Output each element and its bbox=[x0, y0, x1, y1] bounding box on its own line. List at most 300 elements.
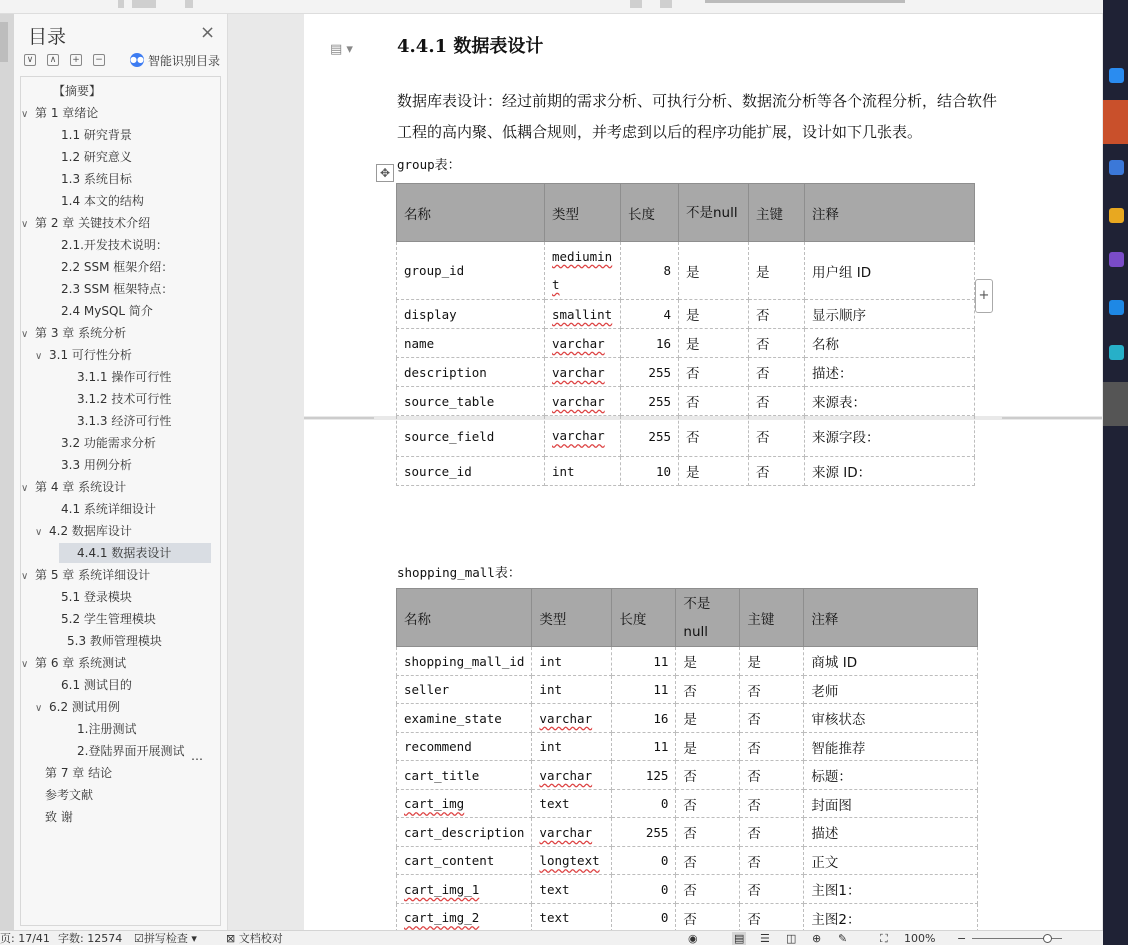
table-cell[interactable] bbox=[804, 818, 978, 847]
table-cell[interactable] bbox=[740, 704, 804, 733]
table-cell[interactable] bbox=[676, 847, 740, 875]
app-icon[interactable] bbox=[1109, 252, 1124, 267]
table-caption: group表： bbox=[397, 157, 461, 173]
add-column-button[interactable]: + bbox=[975, 279, 993, 313]
column-header: 长度 bbox=[621, 184, 679, 242]
ribbon-remnant bbox=[0, 0, 1103, 14]
table-cell[interactable] bbox=[545, 387, 621, 416]
table-cell[interactable] bbox=[804, 875, 978, 904]
table-cell[interactable] bbox=[749, 457, 805, 486]
table-cell[interactable] bbox=[612, 875, 676, 904]
toc-item[interactable] bbox=[35, 697, 120, 717]
toc-item-label: 第 6 章 系统测试 bbox=[35, 656, 127, 670]
table-cell[interactable] bbox=[397, 847, 532, 875]
spellcheck-label: 拼写检查 bbox=[143, 932, 188, 945]
cell-text: 显示顺序 bbox=[812, 308, 866, 324]
table-cell[interactable] bbox=[749, 387, 805, 416]
proofread-label: 文档校对 bbox=[238, 932, 283, 945]
app-icon[interactable] bbox=[1109, 345, 1124, 360]
table-cell[interactable] bbox=[397, 416, 545, 457]
app-icon[interactable] bbox=[1109, 68, 1124, 83]
toc-item[interactable] bbox=[61, 125, 132, 145]
move-table-icon[interactable]: ✥ bbox=[376, 164, 394, 182]
table-cell[interactable] bbox=[621, 329, 679, 358]
cell-text: 是 bbox=[683, 712, 697, 728]
table-row bbox=[397, 329, 975, 358]
table-cell[interactable] bbox=[532, 761, 612, 790]
expand-icon[interactable]: ∨ bbox=[24, 54, 36, 66]
table-cell[interactable] bbox=[740, 847, 804, 875]
table-cell[interactable] bbox=[749, 358, 805, 387]
table-cell[interactable] bbox=[612, 676, 676, 704]
table-cell[interactable] bbox=[397, 790, 532, 818]
eye-icon[interactable]: ◉ bbox=[688, 932, 698, 945]
toc-item[interactable] bbox=[77, 389, 171, 409]
table-cell[interactable] bbox=[740, 904, 804, 932]
table-cell[interactable] bbox=[621, 416, 679, 457]
table-cell[interactable] bbox=[804, 904, 978, 932]
toc-item[interactable] bbox=[61, 675, 132, 695]
toc-item[interactable] bbox=[53, 81, 101, 101]
cell-text: 否 bbox=[747, 883, 761, 899]
table-cell[interactable] bbox=[612, 647, 676, 676]
body-paragraph: 数据库表设计：经过前期的需求分析、可执行分析、数据流分析等各个流程分析，结合软件工程的高内聚、低耦合规则，并考虑到以后的程序功能扩展，设计如下几张表。 bbox=[397, 92, 998, 141]
table-cell[interactable] bbox=[804, 847, 978, 875]
table-cell[interactable] bbox=[679, 387, 749, 416]
cell-text: 否 bbox=[686, 430, 700, 446]
table-cell[interactable] bbox=[805, 300, 975, 329]
shopping-mall-table bbox=[396, 588, 978, 932]
table-cell[interactable] bbox=[397, 358, 545, 387]
table-cell[interactable] bbox=[397, 676, 532, 704]
toc-item[interactable] bbox=[21, 477, 126, 497]
pen-icon[interactable]: ✎ bbox=[838, 932, 848, 945]
table-cell[interactable] bbox=[679, 300, 749, 329]
toc-item-label: 【摘要】 bbox=[53, 84, 102, 98]
cell-text: 255 bbox=[648, 393, 671, 409]
cell-text: 否 bbox=[747, 683, 761, 700]
table-cell[interactable] bbox=[676, 904, 740, 932]
table-cell[interactable] bbox=[397, 329, 545, 358]
table-cell[interactable] bbox=[397, 647, 532, 676]
table-cell[interactable] bbox=[676, 790, 740, 818]
cell-text: cart_description bbox=[404, 824, 525, 840]
cell-text: 否 bbox=[747, 854, 761, 871]
table-cell[interactable] bbox=[676, 761, 740, 790]
cell-text: 否 bbox=[756, 337, 770, 353]
table-cell[interactable] bbox=[740, 733, 804, 761]
table-cell[interactable] bbox=[532, 733, 612, 761]
page-view-icon[interactable]: ▤ bbox=[734, 932, 745, 945]
cell-text: 是 bbox=[683, 740, 697, 757]
table-cell[interactable] bbox=[545, 358, 621, 387]
table-cell[interactable] bbox=[397, 242, 545, 300]
column-header: 主键 bbox=[740, 589, 804, 647]
table-cell[interactable] bbox=[804, 761, 978, 790]
cell-text: 否 bbox=[683, 769, 697, 785]
cell-text: 来源字段： bbox=[812, 430, 880, 446]
ai-icon: ●● bbox=[130, 53, 144, 67]
table-row bbox=[397, 761, 978, 790]
cell-text: 否 bbox=[747, 740, 761, 757]
toc-item[interactable] bbox=[35, 521, 132, 541]
cell-text: text bbox=[539, 796, 570, 811]
table-cell[interactable] bbox=[804, 676, 978, 704]
toc-item-label: 2.3 SSM 框架特点： bbox=[61, 282, 174, 296]
chevron-down-icon[interactable]: ∨ bbox=[21, 219, 29, 230]
word-count[interactable]: 字数: 12574 bbox=[58, 932, 123, 945]
cell-text: 否 bbox=[686, 395, 700, 411]
toc-item[interactable] bbox=[61, 499, 156, 519]
column-header: 注释 bbox=[805, 184, 975, 242]
add-heading-icon[interactable]: + bbox=[70, 54, 82, 66]
table-cell[interactable] bbox=[397, 704, 532, 733]
table-cell[interactable] bbox=[612, 818, 676, 847]
toc-item-label: 3.2 功能需求分析 bbox=[61, 436, 156, 450]
cell-text: description bbox=[404, 364, 487, 380]
toc-item[interactable] bbox=[21, 213, 150, 233]
close-icon[interactable]: × bbox=[200, 22, 216, 43]
table-cell[interactable] bbox=[397, 761, 532, 790]
zoom-level[interactable]: 100% bbox=[904, 932, 936, 945]
table-cell[interactable] bbox=[612, 847, 676, 875]
table-cell[interactable] bbox=[804, 647, 978, 676]
table-cell[interactable] bbox=[532, 847, 612, 875]
group-table bbox=[396, 183, 975, 486]
table-cell[interactable] bbox=[740, 647, 804, 676]
remove-heading-icon[interactable]: − bbox=[93, 54, 105, 66]
cell-text: 智能推荐 bbox=[811, 740, 866, 757]
cell-text: 16 bbox=[655, 335, 671, 351]
cell-text: 255 bbox=[648, 428, 671, 444]
cell-text: 否 bbox=[747, 911, 761, 928]
cell-text: 0 bbox=[660, 910, 669, 925]
cell-text: int bbox=[552, 463, 575, 479]
toc-item[interactable] bbox=[45, 807, 73, 827]
toc-item[interactable] bbox=[61, 257, 173, 277]
toc-item[interactable] bbox=[61, 455, 132, 475]
table-cell[interactable] bbox=[679, 416, 749, 457]
cell-text: 正文 bbox=[811, 854, 839, 871]
table-cell[interactable] bbox=[676, 733, 740, 761]
column-header: 注释 bbox=[804, 589, 978, 647]
table-cell[interactable] bbox=[621, 457, 679, 486]
cell-text: 255 bbox=[645, 824, 669, 840]
table-cell[interactable] bbox=[545, 242, 621, 300]
table-cell[interactable] bbox=[676, 875, 740, 904]
table-cell[interactable] bbox=[545, 457, 621, 486]
table-cell[interactable] bbox=[612, 704, 676, 733]
cell-text: cart_title bbox=[404, 767, 480, 783]
toc-item[interactable] bbox=[77, 719, 136, 739]
cell-text: 主图1： bbox=[811, 883, 861, 899]
cell-text: seller bbox=[404, 682, 450, 697]
table-row bbox=[397, 242, 975, 300]
table-cell[interactable] bbox=[545, 300, 621, 329]
toc-item[interactable] bbox=[61, 147, 132, 167]
cell-text: group_id bbox=[404, 263, 465, 278]
read-view-icon[interactable]: ◫ bbox=[786, 932, 797, 945]
cell-text: 否 bbox=[747, 712, 761, 728]
cell-text: cart_img_1 bbox=[404, 881, 480, 897]
toc-item[interactable] bbox=[45, 785, 93, 805]
chevron-down-icon[interactable]: ∨ bbox=[21, 483, 29, 494]
cell-text: 名称 bbox=[812, 337, 839, 353]
table-cell[interactable] bbox=[532, 818, 612, 847]
column-header: 不是null bbox=[679, 184, 749, 242]
toc-item[interactable] bbox=[21, 653, 126, 673]
table-cell[interactable] bbox=[749, 242, 805, 300]
toc-item-label: 4.1 系统详细设计 bbox=[61, 502, 156, 516]
toc-item-label: 致 谢 bbox=[45, 810, 73, 824]
left-gutter bbox=[0, 14, 14, 930]
table-cell[interactable] bbox=[740, 818, 804, 847]
toc-item[interactable] bbox=[77, 411, 171, 431]
cell-text: 否 bbox=[683, 854, 697, 871]
cell-text: text bbox=[539, 881, 570, 897]
app-icon[interactable] bbox=[1103, 100, 1128, 144]
toc-item-label: 1.1 研究背景 bbox=[61, 128, 132, 142]
fit-page-icon[interactable]: ⛶ bbox=[880, 932, 888, 945]
cell-text: int bbox=[539, 682, 562, 697]
table-cell[interactable] bbox=[679, 358, 749, 387]
table-cell[interactable] bbox=[397, 818, 532, 847]
table-cell[interactable] bbox=[749, 300, 805, 329]
toc-title: 目录 bbox=[28, 26, 67, 48]
table-cell[interactable] bbox=[749, 329, 805, 358]
table-cell[interactable] bbox=[749, 416, 805, 457]
table-cell[interactable] bbox=[532, 704, 612, 733]
toc-item-label: 5.1 登录模块 bbox=[61, 590, 132, 604]
cell-text: varchar bbox=[539, 824, 593, 840]
table-row bbox=[397, 457, 975, 486]
taskbar bbox=[1103, 0, 1128, 945]
table-cell[interactable] bbox=[740, 875, 804, 904]
table-cell[interactable] bbox=[397, 904, 532, 932]
cell-text: cart_content bbox=[404, 853, 495, 868]
table-cell[interactable] bbox=[612, 733, 676, 761]
table-cell[interactable] bbox=[545, 416, 621, 457]
cell-text: 否 bbox=[747, 769, 761, 785]
table-cell[interactable] bbox=[545, 329, 621, 358]
cell-text: cart_img_2 bbox=[404, 910, 480, 925]
cell-text: 是 bbox=[686, 465, 700, 481]
table-row bbox=[397, 416, 975, 457]
zoom-out-icon[interactable]: − bbox=[957, 932, 967, 945]
cell-text: 是 bbox=[686, 337, 700, 353]
table-cell[interactable] bbox=[679, 457, 749, 486]
cell-text: 是 bbox=[747, 655, 761, 671]
table-header-row bbox=[397, 184, 975, 242]
cell-text: text bbox=[539, 910, 570, 925]
table-row bbox=[397, 875, 978, 904]
table-cell[interactable] bbox=[679, 242, 749, 300]
cell-text: 255 bbox=[648, 364, 671, 380]
chevron-down-icon[interactable]: ∨ bbox=[21, 571, 29, 582]
toc-item-label: 第 5 章 系统详细设计 bbox=[35, 568, 151, 582]
toc-item[interactable] bbox=[67, 631, 162, 651]
toc-item[interactable] bbox=[61, 169, 132, 189]
column-header: 类型 bbox=[545, 184, 621, 242]
cell-text: 8 bbox=[663, 263, 671, 278]
table-cell[interactable] bbox=[804, 790, 978, 818]
collapse-icon[interactable]: ∧ bbox=[47, 54, 59, 66]
toc-pane bbox=[14, 14, 228, 930]
toc-item-label: 5.2 学生管理模块 bbox=[61, 612, 156, 626]
table-cell[interactable] bbox=[397, 875, 532, 904]
cell-text: mediumint bbox=[552, 248, 613, 292]
cell-text: 描述： bbox=[812, 366, 853, 382]
chevron-down-icon[interactable]: ∨ bbox=[21, 659, 29, 670]
toc-item[interactable] bbox=[59, 543, 211, 563]
cell-text: 否 bbox=[747, 797, 761, 814]
toc-item[interactable] bbox=[61, 235, 168, 255]
toc-list bbox=[20, 76, 221, 926]
page-indicator[interactable]: 页: 17/41 bbox=[0, 932, 50, 945]
chevron-down-icon[interactable]: ∨ bbox=[35, 703, 43, 714]
table-cell[interactable] bbox=[612, 761, 676, 790]
table-cell[interactable] bbox=[612, 904, 676, 932]
toc-item-label: 1.2 研究意义 bbox=[61, 150, 132, 164]
toc-item-label: 3.1.3 经济可行性 bbox=[77, 414, 172, 428]
table-cell[interactable] bbox=[532, 904, 612, 932]
table-cell[interactable] bbox=[397, 300, 545, 329]
table-cell[interactable] bbox=[805, 457, 975, 486]
table-cell[interactable] bbox=[532, 676, 612, 704]
toc-item[interactable] bbox=[61, 279, 173, 299]
cell-text: varchar bbox=[552, 428, 605, 443]
table-cell[interactable] bbox=[532, 790, 612, 818]
toc-item[interactable] bbox=[21, 565, 150, 585]
chevron-down-icon[interactable]: ∨ bbox=[21, 329, 29, 340]
app-icon[interactable] bbox=[1109, 300, 1124, 315]
toc-item[interactable] bbox=[61, 609, 156, 629]
table-cell[interactable] bbox=[676, 676, 740, 704]
column-header: 名称 bbox=[397, 184, 545, 242]
cell-text: 来源 ID： bbox=[812, 465, 872, 481]
column-header: 主键 bbox=[749, 184, 805, 242]
toc-item[interactable] bbox=[21, 103, 98, 123]
table-row bbox=[397, 387, 975, 416]
table-cell[interactable] bbox=[804, 733, 978, 761]
cell-text: varchar bbox=[539, 767, 593, 783]
cell-text: longtext bbox=[539, 853, 600, 868]
proofread-button[interactable] bbox=[226, 932, 283, 945]
cell-text: 11 bbox=[653, 653, 669, 669]
cell-text: source_field bbox=[404, 428, 495, 444]
column-header: 不是null bbox=[676, 589, 740, 647]
table-row bbox=[397, 904, 978, 932]
smart-toc-button[interactable] bbox=[130, 52, 220, 69]
table-cell[interactable] bbox=[676, 647, 740, 676]
app-icon[interactable] bbox=[1103, 382, 1128, 426]
toc-item-label: 参考文献 bbox=[45, 788, 94, 802]
table-cell[interactable] bbox=[740, 676, 804, 704]
table-cell[interactable] bbox=[805, 387, 975, 416]
app-icon[interactable] bbox=[1109, 160, 1124, 175]
toc-item-label: 6.2 测试用例 bbox=[49, 700, 120, 714]
toc-item-label: 2.4 MySQL 简介 bbox=[61, 304, 153, 318]
cell-text: 是 bbox=[756, 264, 770, 281]
cell-text: varchar bbox=[552, 364, 605, 380]
table-cell[interactable] bbox=[676, 818, 740, 847]
toc-item[interactable] bbox=[61, 191, 144, 211]
toc-item[interactable] bbox=[61, 587, 132, 607]
table-cell[interactable] bbox=[532, 647, 612, 676]
cell-text: 否 bbox=[756, 308, 770, 324]
table-cell[interactable] bbox=[804, 704, 978, 733]
cell-text: 否 bbox=[683, 797, 697, 814]
cell-text: 审核状态 bbox=[811, 712, 866, 728]
chevron-down-icon[interactable]: ∨ bbox=[35, 351, 43, 362]
table-cell[interactable] bbox=[740, 761, 804, 790]
toc-item[interactable] bbox=[61, 301, 153, 321]
toc-item-label: 1.4 本文的结构 bbox=[61, 194, 144, 208]
table-cell[interactable] bbox=[805, 358, 975, 387]
toc-item[interactable] bbox=[45, 763, 112, 783]
toc-item-label: 3.1.1 操作可行性 bbox=[77, 370, 172, 384]
chevron-down-icon[interactable]: ∨ bbox=[21, 109, 29, 120]
toc-item[interactable] bbox=[77, 367, 171, 387]
table-cell[interactable] bbox=[805, 416, 975, 457]
table-row bbox=[397, 358, 975, 387]
table-cell[interactable] bbox=[532, 875, 612, 904]
cell-text: smallint bbox=[552, 306, 613, 322]
cell-text: source_table bbox=[404, 393, 495, 409]
table-cell[interactable] bbox=[612, 790, 676, 818]
toc-item[interactable] bbox=[61, 433, 156, 453]
spellcheck-toggle[interactable]: ☑拼写检查 ▾ bbox=[134, 932, 197, 945]
toc-item-label: 1.3 系统目标 bbox=[61, 172, 132, 186]
toc-item[interactable] bbox=[21, 323, 126, 343]
zoom-slider-handle[interactable] bbox=[1043, 934, 1052, 943]
table-cell[interactable] bbox=[397, 733, 532, 761]
table-cell[interactable] bbox=[621, 358, 679, 387]
folder-icon[interactable] bbox=[1109, 208, 1124, 223]
chevron-down-icon[interactable]: ∨ bbox=[35, 527, 43, 538]
toc-item[interactable] bbox=[35, 345, 132, 365]
cell-text: 封面图 bbox=[811, 797, 852, 814]
proofread-icon: ⊠ bbox=[226, 932, 236, 945]
table-cell[interactable] bbox=[679, 329, 749, 358]
table-cell[interactable] bbox=[740, 790, 804, 818]
column-header: 名称 bbox=[397, 589, 532, 647]
table-cell[interactable] bbox=[621, 387, 679, 416]
document-outline-icon[interactable]: ▤ ▾ bbox=[330, 42, 353, 57]
section-heading: 4.4.1 数据表设计 bbox=[397, 36, 544, 57]
cell-text: 11 bbox=[653, 739, 669, 754]
toc-item[interactable] bbox=[77, 741, 184, 761]
cell-text: cart_img bbox=[404, 796, 465, 811]
outline-view-icon[interactable]: ☰ bbox=[760, 932, 770, 945]
cell-text: varchar bbox=[539, 710, 593, 726]
table-row bbox=[397, 733, 978, 761]
table-cell[interactable] bbox=[805, 242, 975, 300]
toc-item-label: 第 2 章 关键技术介绍 bbox=[35, 216, 151, 230]
table-cell[interactable] bbox=[397, 387, 545, 416]
table-cell[interactable] bbox=[621, 300, 679, 329]
table-cell[interactable] bbox=[676, 704, 740, 733]
cell-text: 是 bbox=[686, 308, 700, 324]
cell-text: display bbox=[404, 306, 457, 322]
table-cell[interactable] bbox=[805, 329, 975, 358]
table-cell[interactable] bbox=[621, 242, 679, 300]
column-header: 类型 bbox=[532, 589, 612, 647]
web-view-icon[interactable]: ⊕ bbox=[812, 932, 822, 945]
table-cell[interactable] bbox=[397, 457, 545, 486]
cell-text: 125 bbox=[645, 767, 669, 783]
cell-text: 是 bbox=[686, 264, 700, 281]
